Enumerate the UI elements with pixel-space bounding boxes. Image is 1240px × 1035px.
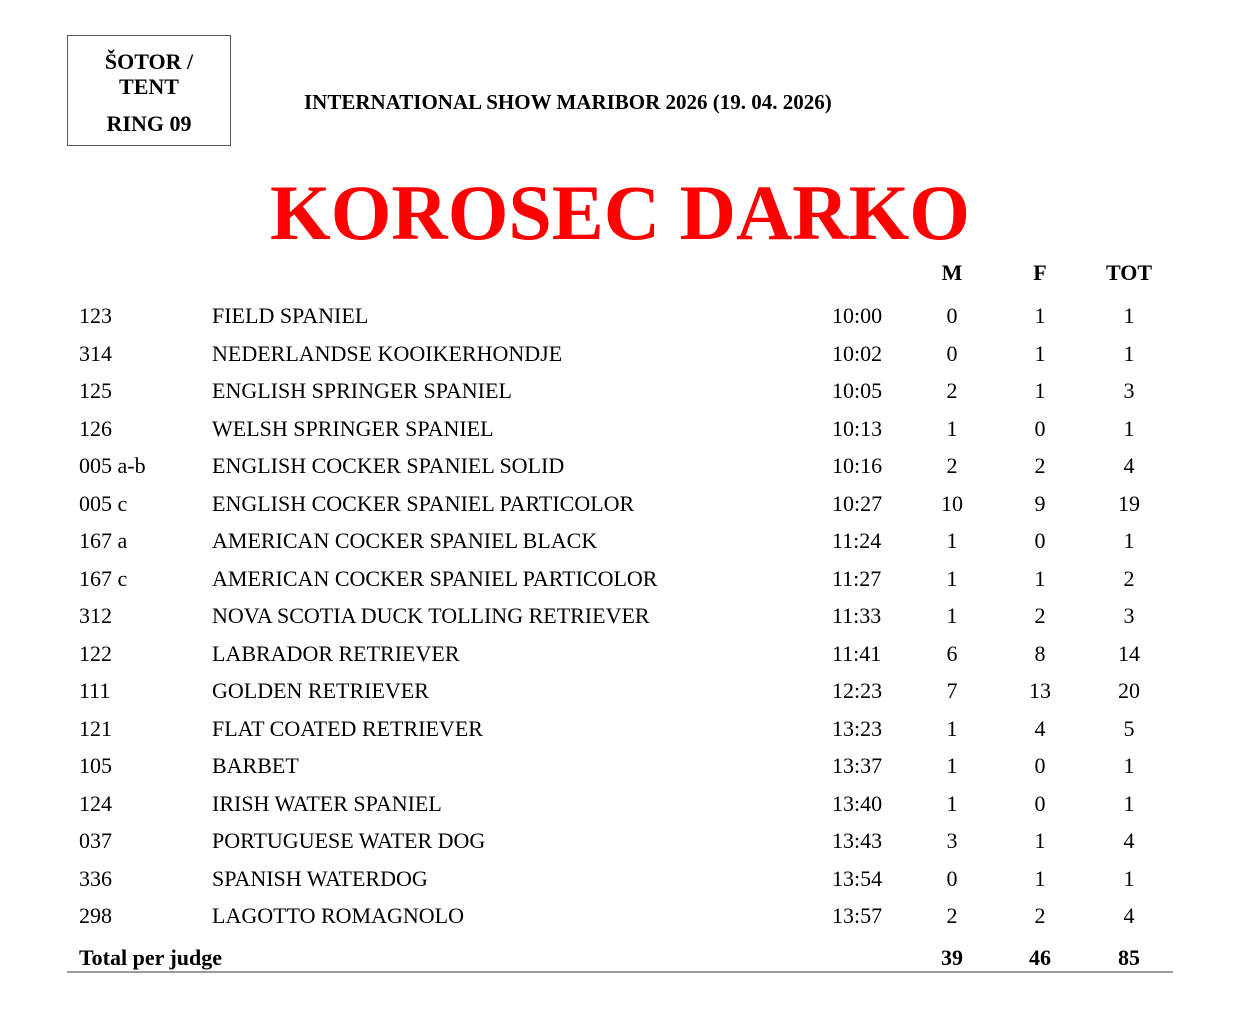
breed-code: 111 bbox=[79, 678, 111, 703]
males-count: 3 bbox=[946, 828, 958, 853]
table-row bbox=[0, 827, 1240, 864]
total-females: 46 bbox=[1029, 945, 1051, 970]
judging-time: 11:41 bbox=[832, 640, 882, 666]
total-count: 1 bbox=[1123, 790, 1135, 816]
breed-code: 105 bbox=[79, 753, 112, 778]
total-count: 19 bbox=[1118, 490, 1140, 516]
table-row bbox=[0, 490, 1240, 527]
females-count: 1 bbox=[1034, 378, 1046, 403]
judging-time: 10:05 bbox=[832, 378, 883, 403]
males-count: 10 bbox=[941, 490, 963, 516]
breed-name: NEDERLANDSE KOOIKERHONDJE bbox=[212, 340, 563, 366]
total-count: 20 bbox=[1118, 678, 1140, 703]
females-count: 8 bbox=[1034, 640, 1046, 666]
breed-name: WELSH SPRINGER SPANIEL bbox=[212, 415, 494, 441]
breed-code: 122 bbox=[79, 640, 112, 666]
table-row bbox=[0, 752, 1240, 789]
total-entries: 85 bbox=[1118, 945, 1140, 970]
breed-code: 121 bbox=[79, 715, 112, 741]
breed-code: 124 bbox=[79, 790, 112, 816]
breed-name: LABRADOR RETRIEVER bbox=[212, 640, 460, 666]
table-row bbox=[0, 790, 1240, 827]
females-count: 2 bbox=[1034, 903, 1046, 928]
judging-time: 10:00 bbox=[832, 303, 883, 328]
table-row bbox=[0, 640, 1240, 677]
table-row bbox=[0, 565, 1240, 602]
females-count: 2 bbox=[1034, 603, 1046, 628]
judging-time: 10:27 bbox=[832, 490, 883, 516]
breed-code: 005 a-b bbox=[79, 453, 146, 478]
breed-name: SPANISH WATERDOG bbox=[212, 865, 428, 891]
table-row bbox=[0, 715, 1240, 752]
total-count: 1 bbox=[1123, 865, 1135, 891]
table-row bbox=[0, 452, 1240, 489]
total-count: 1 bbox=[1123, 303, 1135, 328]
show-title: INTERNATIONAL SHOW MARIBOR 2026 (19. 04. 2026) bbox=[304, 90, 832, 114]
breed-code: 314 bbox=[79, 340, 112, 366]
judging-time: 13:57 bbox=[832, 903, 883, 928]
breed-name: PORTUGUESE WATER DOG bbox=[212, 828, 486, 853]
males-count: 6 bbox=[946, 640, 958, 666]
breed-code: 005 c bbox=[79, 490, 128, 516]
females-count: 0 bbox=[1034, 790, 1046, 816]
total-divider bbox=[67, 971, 1173, 973]
breed-code: 167 a bbox=[79, 528, 128, 553]
judging-time: 13:37 bbox=[832, 753, 883, 778]
breed-name: GOLDEN RETRIEVER bbox=[212, 678, 429, 703]
judging-time: 13:54 bbox=[832, 865, 883, 891]
breed-code: 336 bbox=[79, 865, 112, 891]
breed-name: BARBET bbox=[212, 753, 299, 778]
judging-time: 12:23 bbox=[832, 678, 883, 703]
judge-name: KOROSEC DARKO bbox=[270, 169, 970, 256]
females-count: 0 bbox=[1034, 753, 1046, 778]
ring-box bbox=[67, 35, 231, 146]
judging-time: 11:27 bbox=[832, 565, 882, 591]
total-count: 4 bbox=[1123, 828, 1135, 853]
total-count: 14 bbox=[1118, 640, 1140, 666]
breed-code: 167 c bbox=[79, 565, 128, 591]
breed-name: LAGOTTO ROMAGNOLO bbox=[212, 903, 464, 928]
total-count: 5 bbox=[1123, 715, 1135, 741]
males-count: 2 bbox=[946, 453, 958, 478]
table-row bbox=[0, 377, 1240, 414]
table-row bbox=[0, 340, 1240, 377]
total-count: 4 bbox=[1123, 453, 1135, 478]
females-count: 9 bbox=[1034, 490, 1046, 516]
males-count: 1 bbox=[946, 715, 958, 741]
column-header-m: M bbox=[941, 260, 963, 285]
breed-name: FIELD SPANIEL bbox=[212, 303, 369, 328]
males-count: 1 bbox=[946, 528, 958, 553]
total-count: 3 bbox=[1123, 603, 1135, 628]
breed-name: ENGLISH COCKER SPANIEL SOLID bbox=[212, 453, 565, 478]
males-count: 7 bbox=[946, 678, 958, 703]
breed-code: 125 bbox=[79, 378, 112, 403]
females-count: 2 bbox=[1034, 453, 1046, 478]
judging-time: 10:13 bbox=[832, 415, 883, 441]
judging-time: 13:23 bbox=[832, 715, 883, 741]
breed-name: AMERICAN COCKER SPANIEL BLACK bbox=[212, 528, 598, 553]
table-row bbox=[0, 302, 1240, 339]
males-count: 1 bbox=[946, 565, 958, 591]
breed-name: IRISH WATER SPANIEL bbox=[212, 790, 442, 816]
column-header-tot: TOT bbox=[1105, 260, 1153, 285]
females-count: 1 bbox=[1034, 565, 1046, 591]
breed-name: NOVA SCOTIA DUCK TOLLING RETRIEVER bbox=[212, 603, 650, 628]
judging-time: 10:02 bbox=[832, 340, 883, 366]
males-count: 1 bbox=[946, 753, 958, 778]
males-count: 1 bbox=[946, 415, 958, 441]
judging-time: 11:24 bbox=[832, 528, 882, 553]
breed-name: ENGLISH COCKER SPANIEL PARTICOLOR bbox=[212, 490, 635, 516]
judging-time: 10:16 bbox=[832, 453, 883, 478]
breed-code: 037 bbox=[79, 828, 112, 853]
total-males: 39 bbox=[941, 945, 963, 970]
females-count: 1 bbox=[1034, 828, 1046, 853]
total-count: 1 bbox=[1123, 340, 1135, 366]
males-count: 0 bbox=[946, 865, 958, 891]
column-header-f: F bbox=[1033, 260, 1047, 285]
males-count: 2 bbox=[946, 378, 958, 403]
ring-box-tent-label: ŠOTOR / bbox=[104, 49, 194, 74]
total-label: Total per judge bbox=[79, 945, 223, 970]
ring-number: RING 09 bbox=[106, 111, 192, 136]
breed-name: AMERICAN COCKER SPANIEL PARTICOLOR bbox=[212, 565, 658, 591]
total-count: 1 bbox=[1123, 528, 1135, 553]
females-count: 0 bbox=[1034, 528, 1046, 553]
judging-time: 11:33 bbox=[832, 603, 882, 628]
total-count: 1 bbox=[1123, 415, 1135, 441]
table-row bbox=[0, 902, 1240, 939]
table-row bbox=[0, 415, 1240, 452]
males-count: 1 bbox=[946, 790, 958, 816]
ring-box-tent-label-en: TENT bbox=[119, 74, 179, 99]
table-row bbox=[0, 527, 1240, 564]
total-row bbox=[0, 944, 1240, 972]
males-count: 2 bbox=[946, 903, 958, 928]
breed-code: 123 bbox=[79, 303, 112, 328]
males-count: 0 bbox=[946, 340, 958, 366]
table-row bbox=[0, 677, 1240, 714]
breed-name: FLAT COATED RETRIEVER bbox=[212, 715, 483, 741]
table-row bbox=[0, 602, 1240, 639]
females-count: 1 bbox=[1034, 340, 1046, 366]
breed-code: 126 bbox=[79, 415, 112, 441]
breed-name: ENGLISH SPRINGER SPANIEL bbox=[212, 378, 512, 403]
males-count: 1 bbox=[946, 603, 958, 628]
judging-time: 13:43 bbox=[832, 828, 883, 853]
total-count: 1 bbox=[1123, 753, 1135, 778]
females-count: 1 bbox=[1034, 865, 1046, 891]
males-count: 0 bbox=[946, 303, 958, 328]
total-count: 3 bbox=[1123, 378, 1135, 403]
judging-time: 13:40 bbox=[832, 790, 883, 816]
females-count: 0 bbox=[1034, 415, 1046, 441]
females-count: 1 bbox=[1034, 303, 1046, 328]
females-count: 13 bbox=[1029, 678, 1051, 703]
females-count: 4 bbox=[1034, 715, 1046, 741]
table-row bbox=[0, 865, 1240, 902]
breed-code: 312 bbox=[79, 603, 112, 628]
breed-code: 298 bbox=[79, 903, 112, 928]
total-count: 2 bbox=[1123, 565, 1135, 591]
total-count: 4 bbox=[1123, 903, 1135, 928]
